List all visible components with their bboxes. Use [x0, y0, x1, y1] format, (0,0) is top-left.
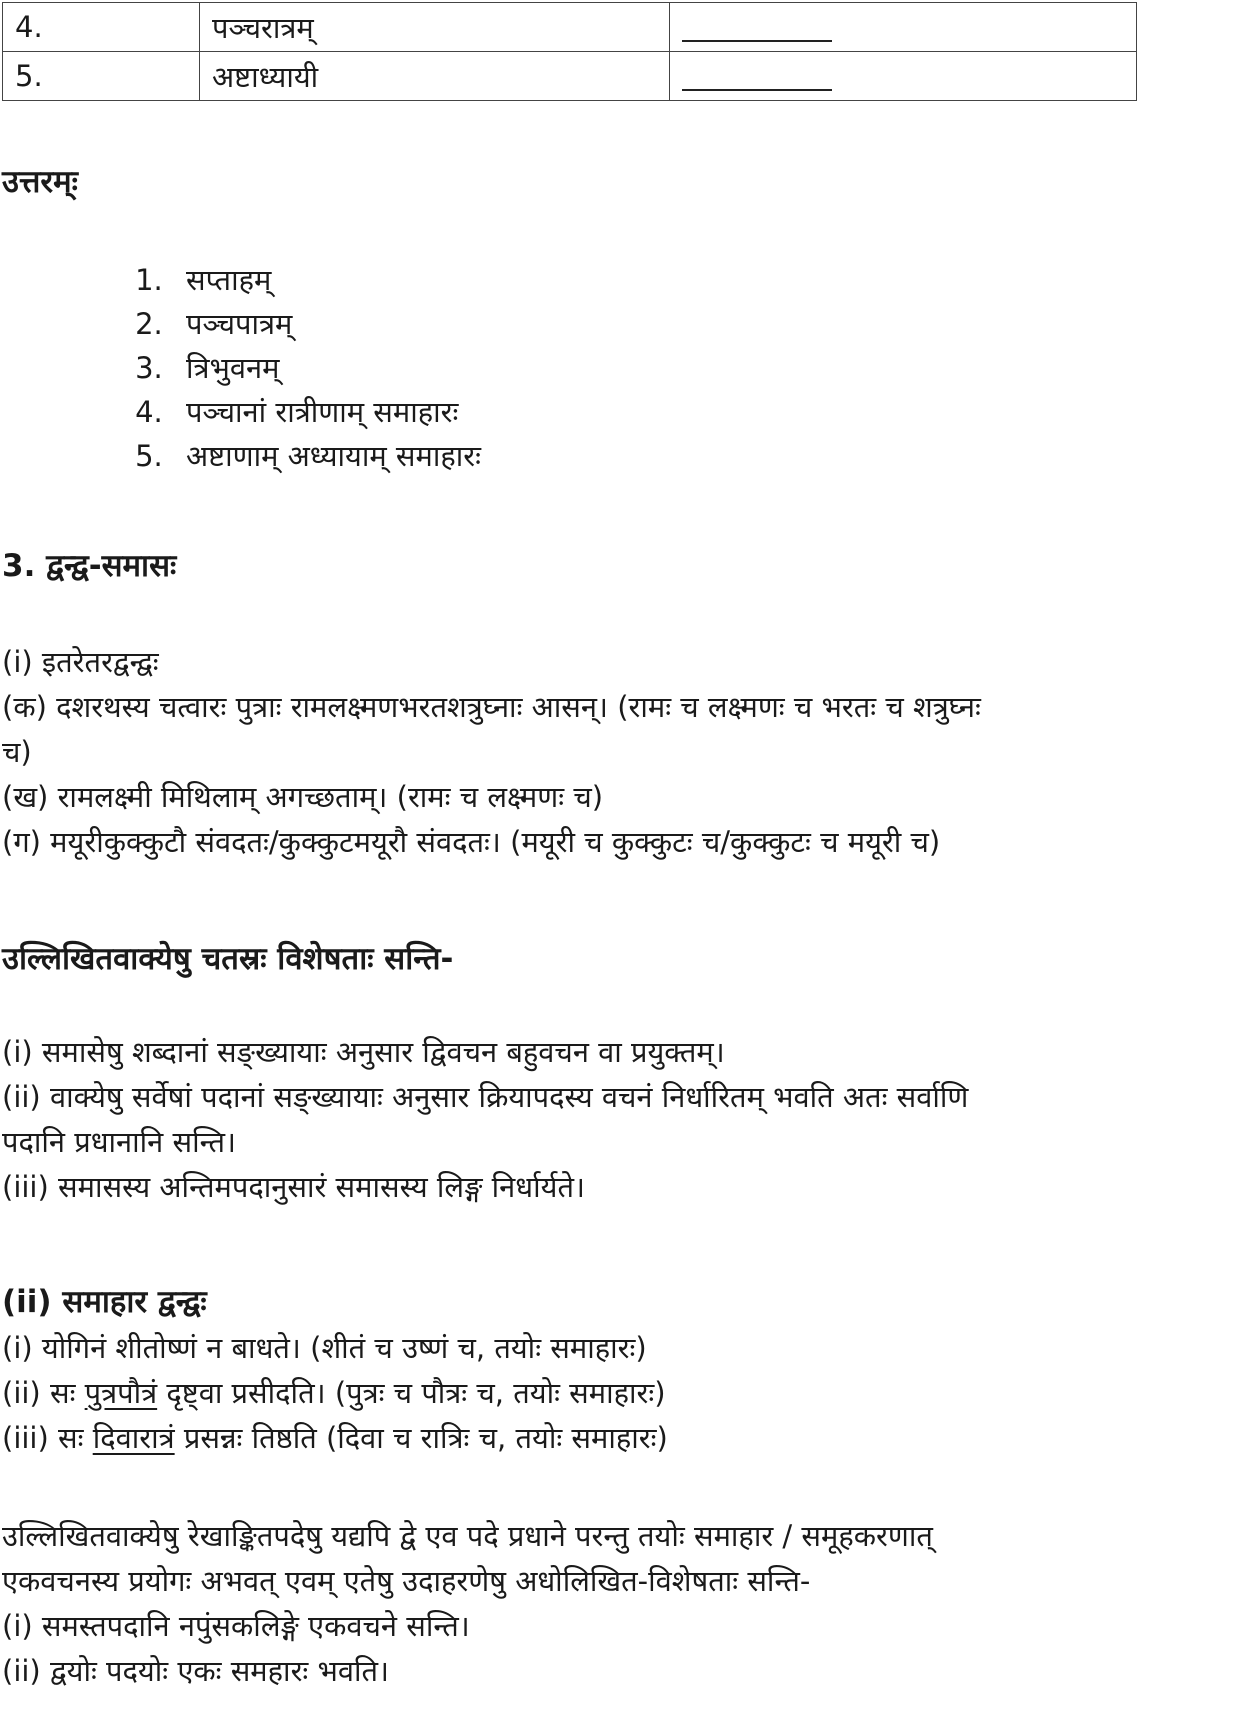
- feature-iii: (iii) समासस्य अन्तिमपदानुसारं समासस्य लिङ्ग निर्धार्यते।: [2, 1170, 585, 1204]
- features2-ii: (ii) द्वयोः पदयोः एकः समहारः भवति।: [2, 1654, 390, 1688]
- features2-i: (i) समस्तपदानि नपुंसकलिङ्गे एकवचने सन्ति।: [2, 1609, 470, 1643]
- dvandva-examples: [2, 640, 1248, 865]
- list-item: 1. सप्ताहम्: [172, 258, 481, 302]
- table-row: [3, 3, 1137, 52]
- answer-blank: [670, 3, 1137, 52]
- features-heading: उल्लिखितवाक्येषु चतस्रः विशेषताः सन्ति-: [2, 941, 454, 977]
- example-prefix: (ii) सः: [2, 1376, 85, 1410]
- samahara-example-3: [2, 1416, 1248, 1461]
- example-ga: (ग) मयूरीकुक्कुटौ संवदतः/कुक्कुटमयूरौ संवदतः। (मयूरी च कुक्कुटः च/कुक्कुटः च मयूरी च): [2, 825, 941, 859]
- samahara-features: [2, 1514, 1248, 1694]
- samahara-example-2: [2, 1371, 1248, 1416]
- list-item: 2. पञ्चपात्रम्: [172, 302, 481, 346]
- answer-list: [0, 258, 481, 478]
- features2-line1: उल्लिखितवाक्येषु रेखाङ्कितपदेषु यद्यपि द्वे एव पदे प्रधाने परन्तु तयोः समाहार / समूहकरणात्: [2, 1519, 933, 1553]
- samahara-heading: (ii) समाहार द्वन्द्वः: [2, 1284, 207, 1320]
- row-number: 5.: [3, 52, 200, 101]
- features2-line2: एकवचनस्य प्रयोगः अभवत् एवम् एतेषु उदाहरणेषु अधोलिखित-विशेषताः सन्ति-: [2, 1564, 811, 1598]
- samahara-example-1: (i) योगिनं शीतोष्णं न बाधते। (शीतं च उष्णं च, तयोः समाहारः): [2, 1331, 647, 1365]
- underlined-word: दिवारात्रं: [92, 1421, 175, 1455]
- example-ka-line1: (क) दशरथस्य चत्वारः पुत्राः रामलक्ष्मणभरतशत्रुघ्नाः आसन्। (रामः च लक्ष्मणः च भरतः च शत्रुघ्नः: [2, 690, 981, 724]
- blank-line: [682, 38, 832, 42]
- list-item: 4. पञ्चानां रात्रीणाम् समाहारः: [172, 390, 481, 434]
- feature-ii-line2: पदानि प्रधानानि सन्ति।: [2, 1125, 237, 1159]
- underlined-word: पुत्रपौत्रं: [84, 1376, 158, 1410]
- samahara-examples: [2, 1326, 1248, 1461]
- features-list: [2, 1030, 1248, 1210]
- list-item: 5. अष्टाणाम् अध्यायाम् समाहारः: [172, 434, 481, 478]
- answer-blank: [670, 52, 1137, 101]
- table-row: [3, 52, 1137, 101]
- itaretara-title: (i) इतरेतरद्वन्द्वः: [2, 645, 159, 679]
- dvandva-heading: 3. द्वन्द्व-समासः: [2, 548, 177, 584]
- feature-i: (i) समासेषु शब्दानां सङ्ख्यायाः अनुसार द्विवचन बहुवचन वा प्रयुक्तम्।: [2, 1035, 725, 1069]
- feature-ii-line1: (ii) वाक्येषु सर्वेषां पदानां सङ्ख्यायाः अनुसार क्रियापदस्य वचनं निर्धारितम् भवति अतः सर्वाणि: [2, 1080, 969, 1114]
- example-ka-line2: च): [2, 735, 32, 769]
- blank-line: [682, 87, 832, 91]
- row-number: 4.: [3, 3, 200, 52]
- example-suffix: प्रसन्नः तिष्ठति (दिवा च रात्रिः च, तयोः समाहारः): [174, 1421, 668, 1455]
- example-prefix: (iii) सः: [2, 1421, 93, 1455]
- row-word: पञ्चरात्रम्: [200, 3, 670, 52]
- row-word: अष्टाध्यायी: [200, 52, 670, 101]
- example-kha: (ख) रामलक्ष्मी मिथिलाम् अगच्छताम्। (रामः च लक्ष्मणः च): [2, 780, 604, 814]
- answer-heading: उत्तरम्ः: [2, 164, 78, 200]
- example-suffix: दृष्ट्वा प्रसीदति। (पुत्रः च पौत्रः च, तयोः समाहारः): [157, 1376, 666, 1410]
- question-table: [2, 2, 1137, 101]
- list-item: 3. त्रिभुवनम्: [172, 346, 481, 390]
